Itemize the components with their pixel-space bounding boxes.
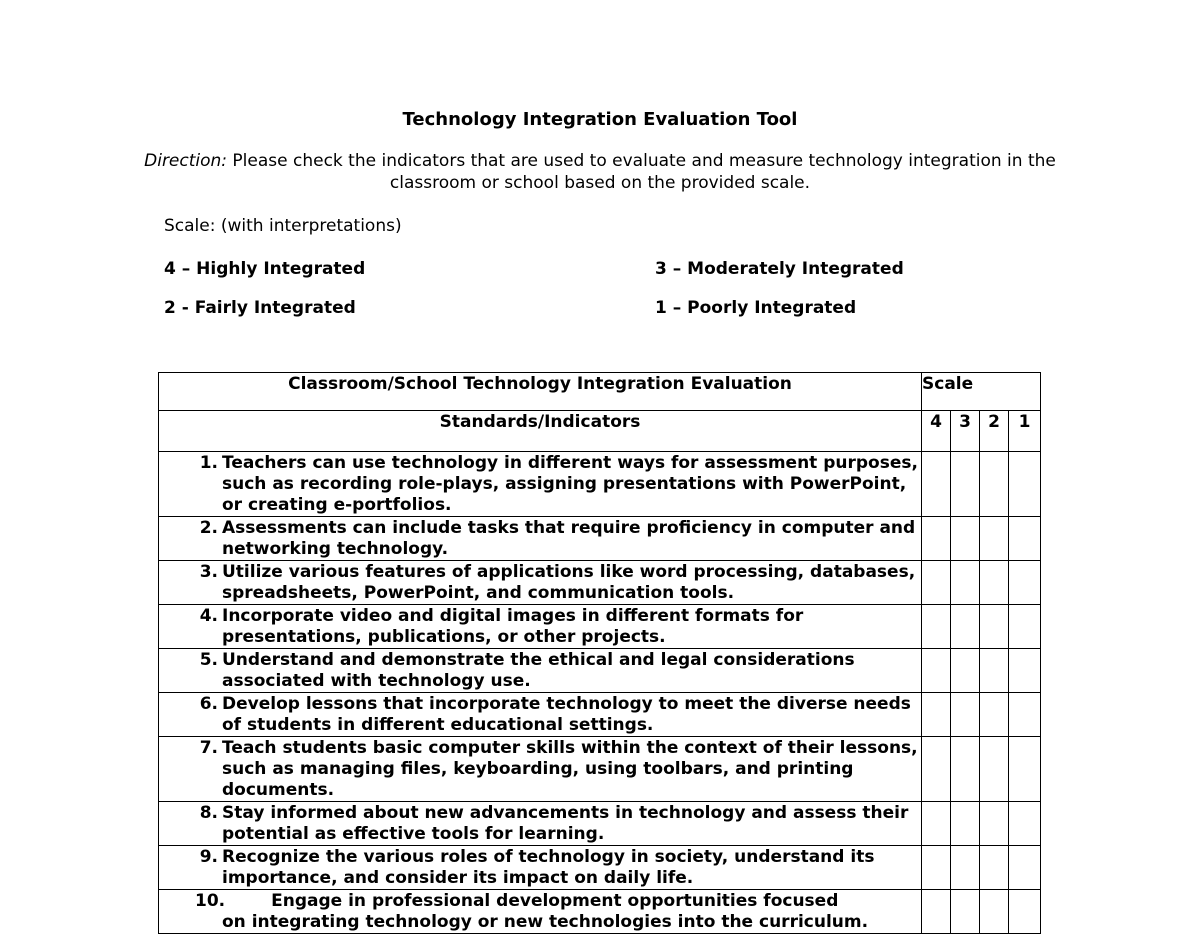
scale-col-1: 1 xyxy=(1009,411,1041,452)
checkbox-cell-2[interactable] xyxy=(980,693,1009,737)
checkbox-cell-4[interactable] xyxy=(922,452,951,517)
indicator-number: 5. xyxy=(199,650,218,670)
table-row xyxy=(159,846,1041,890)
checkbox-cell-2[interactable] xyxy=(980,561,1009,605)
direction-text: Please check the indicators that are used to evaluate and measure technology integration in the classroom or school based on the provided scale. xyxy=(227,151,1056,193)
scale-col-3: 3 xyxy=(951,411,980,452)
checkbox-cell-4[interactable] xyxy=(922,802,951,846)
checkbox-cell-2[interactable] xyxy=(980,649,1009,693)
document-title: Technology Integration Evaluation Tool xyxy=(402,109,798,130)
table-row xyxy=(159,802,1041,846)
indicator-number: 8. xyxy=(199,803,218,823)
checkbox-cell-1[interactable] xyxy=(1009,846,1041,890)
evaluation-table xyxy=(158,372,1041,934)
table-subheader-row xyxy=(159,411,1041,452)
checkbox-cell-1[interactable] xyxy=(1009,693,1041,737)
direction-label: Direction: xyxy=(144,151,228,171)
scale-col-4: 4 xyxy=(922,411,951,452)
indicator-text: Assessments can include tasks that require proficiency in computer and networking technology. xyxy=(222,518,916,559)
indicator-number: 6. xyxy=(199,694,218,714)
checkbox-cell-4[interactable] xyxy=(922,649,951,693)
indicator-cell xyxy=(159,517,922,561)
table-row xyxy=(159,737,1041,802)
indicator-number: 7. xyxy=(199,738,218,758)
scale-label: Scale: (with interpretations) xyxy=(164,216,402,236)
checkbox-cell-1[interactable] xyxy=(1009,605,1041,649)
table-header-row xyxy=(159,373,1041,411)
checkbox-cell-1[interactable] xyxy=(1009,561,1041,605)
indicator-cell xyxy=(159,737,922,802)
checkbox-cell-2[interactable] xyxy=(980,517,1009,561)
table-row xyxy=(159,693,1041,737)
indicator-text: Stay informed about new advancements in technology and assess their potential as effective tools for learning. xyxy=(222,803,909,844)
indicator-cell xyxy=(159,452,922,517)
checkbox-cell-4[interactable] xyxy=(922,561,951,605)
indicator-text: Engage in professional development opportunities focused xyxy=(271,891,839,911)
checkbox-cell-2[interactable] xyxy=(980,737,1009,802)
indicator-number: 9. xyxy=(199,847,218,867)
indicator-number: 10. xyxy=(195,891,226,911)
indicator-cell xyxy=(159,802,922,846)
scale-item-1: 1 – Poorly Integrated xyxy=(655,298,857,318)
checkbox-cell-3[interactable] xyxy=(951,802,980,846)
indicator-number: 1. xyxy=(199,453,218,473)
direction-paragraph xyxy=(100,150,1100,194)
scale-header-cell: Scale xyxy=(922,373,1041,411)
checkbox-cell-2[interactable] xyxy=(980,605,1009,649)
indicator-text: Understand and demonstrate the ethical and legal considerations associated with technology use. xyxy=(222,650,855,691)
table-row xyxy=(159,452,1041,517)
scale-item-2: 2 - Fairly Integrated xyxy=(164,298,356,318)
checkbox-cell-3[interactable] xyxy=(951,517,980,561)
checkbox-cell-3[interactable] xyxy=(951,561,980,605)
indicator-text-continued: on integrating technology or new technologies into the curriculum. xyxy=(222,912,869,932)
indicator-text: Develop lessons that incorporate technology to meet the diverse needs of students in different educational settings. xyxy=(222,694,911,735)
checkbox-cell-2[interactable] xyxy=(980,452,1009,517)
indicator-cell xyxy=(159,693,922,737)
table-row xyxy=(159,561,1041,605)
scale-item-3: 3 – Moderately Integrated xyxy=(655,259,904,279)
checkbox-cell-1[interactable] xyxy=(1009,737,1041,802)
checkbox-cell-1[interactable] xyxy=(1009,649,1041,693)
checkbox-cell-4[interactable] xyxy=(922,693,951,737)
checkbox-cell-3[interactable] xyxy=(951,649,980,693)
indicator-text: Incorporate video and digital images in different formats for presentations, publications, or other projects. xyxy=(222,606,804,647)
table-title-cell: Classroom/School Technology Integration Evaluation xyxy=(159,373,922,411)
indicator-number: 4. xyxy=(199,606,218,626)
checkbox-cell-4[interactable] xyxy=(922,846,951,890)
checkbox-cell-4[interactable] xyxy=(922,737,951,802)
indicator-text: Recognize the various roles of technology in society, understand its importance, and consider its impact on daily life. xyxy=(222,847,875,888)
table-row xyxy=(159,517,1041,561)
indicator-text: Teach students basic computer skills within the context of their lessons, such as managing files, keyboarding, using toolbars, and printing documents. xyxy=(222,738,918,800)
indicator-cell xyxy=(159,649,922,693)
table-row xyxy=(159,649,1041,693)
checkbox-cell-3[interactable] xyxy=(951,452,980,517)
checkbox-cell-1[interactable] xyxy=(1009,452,1041,517)
standards-header-cell: Standards/Indicators xyxy=(159,411,922,452)
checkbox-cell-1[interactable] xyxy=(1009,802,1041,846)
checkbox-cell-3[interactable] xyxy=(951,605,980,649)
table-row xyxy=(159,605,1041,649)
indicator-cell xyxy=(159,605,922,649)
indicator-cell xyxy=(159,846,922,890)
indicator-cell xyxy=(159,561,922,605)
indicator-text: Utilize various features of applications like word processing, databases, spreadsheets, PowerPoint, and communication tools. xyxy=(222,562,916,603)
checkbox-cell-2[interactable] xyxy=(980,802,1009,846)
scale-col-2: 2 xyxy=(980,411,1009,452)
scale-item-4: 4 – Highly Integrated xyxy=(164,259,366,279)
checkbox-cell-3[interactable] xyxy=(951,693,980,737)
indicator-number: 2. xyxy=(199,518,218,538)
checkbox-cell-4[interactable] xyxy=(922,517,951,561)
indicator-number: 3. xyxy=(199,562,218,582)
indicator-text: Teachers can use technology in different ways for assessment purposes, such as recording role-plays, assigning presentations with PowerPoint, or creating e-portfolios. xyxy=(222,453,918,515)
checkbox-cell-3[interactable] xyxy=(951,737,980,802)
checkbox-cell-4[interactable] xyxy=(922,605,951,649)
checkbox-cell-2[interactable] xyxy=(980,846,1009,890)
checkbox-cell-3[interactable] xyxy=(951,846,980,890)
checkbox-cell-1[interactable] xyxy=(1009,517,1041,561)
